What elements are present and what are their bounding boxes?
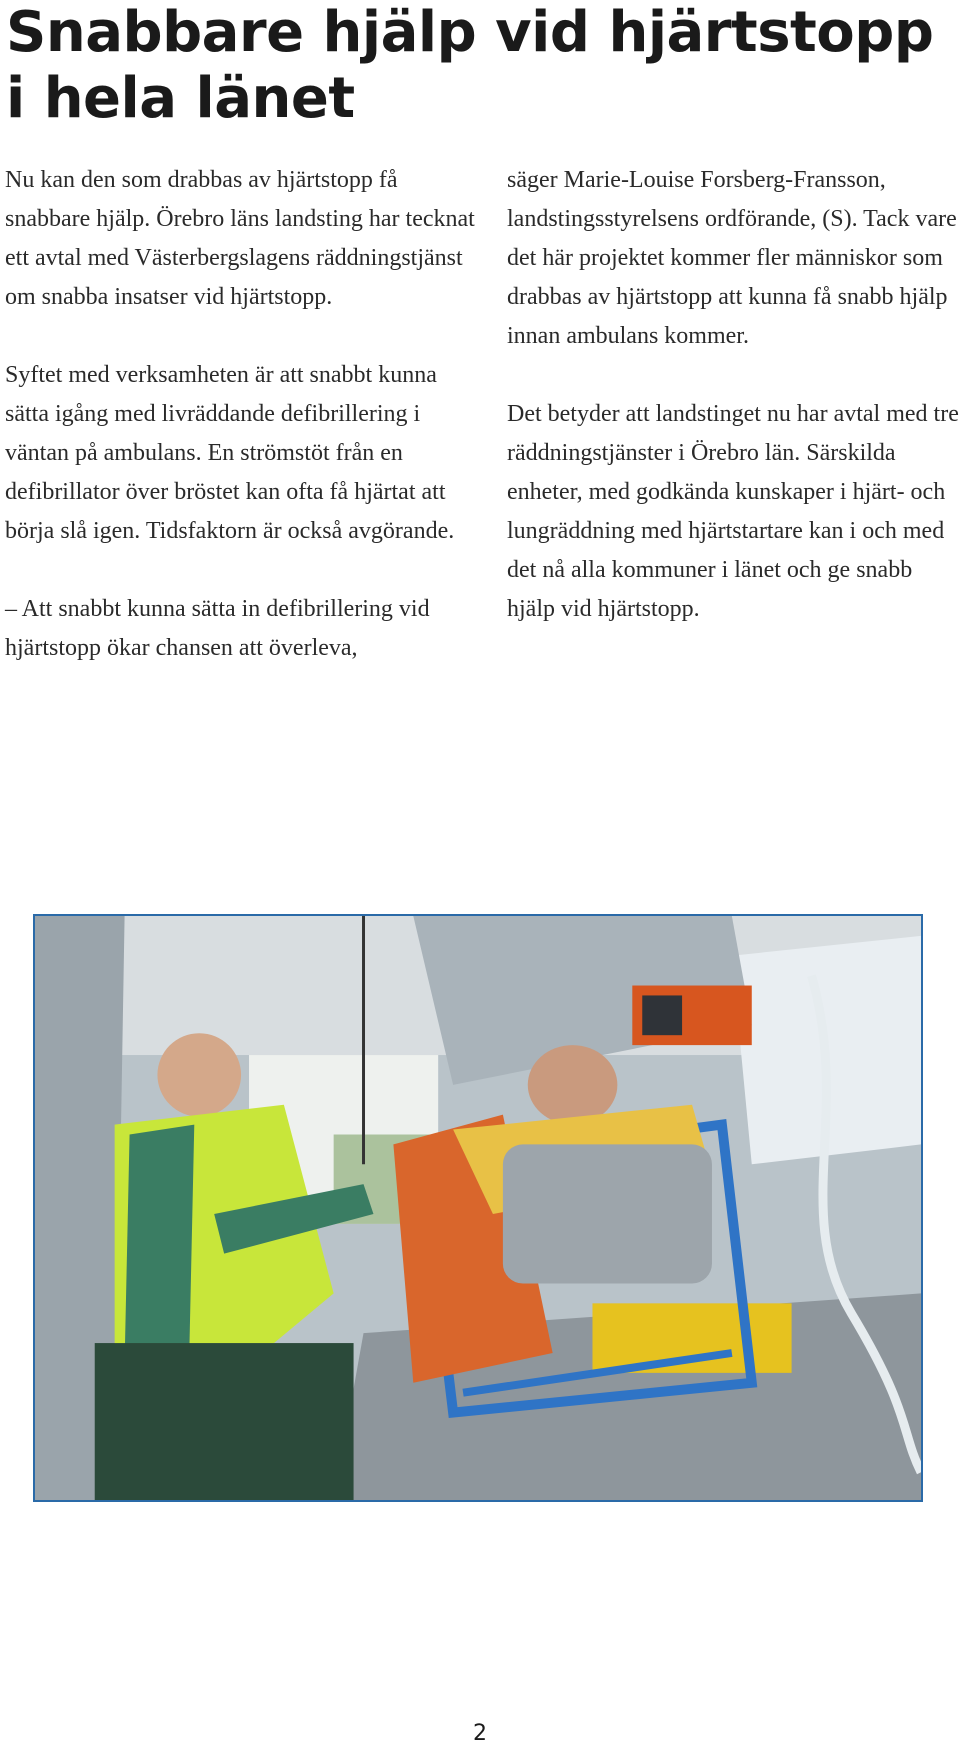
article-paragraph: – Att snabbt kunna sätta in defibrillering vid hjärtstopp ökar chansen att överleva,	[5, 596, 430, 661]
ambulance-photo	[33, 914, 923, 1502]
article-paragraph: Nu kan den som drabbas av hjärtstopp få snabbare hjälp. Örebro läns landsting har tecknat ett avtal med Västerbergslagens räddningstjänst om snabba insatser vid hjärtstopp.	[5, 167, 475, 310]
page-title: Snabbare hjälp vid hjärtstopp i hela länet	[6, 0, 934, 131]
article-paragraph: Det betyder att landstinget nu har avtal med tre räddningstjänster i Örebro län. Särskilda enheter, med godkända kunskaper i hjärt- och lungräddning med hjärtstartare kan i och med det nå alla kommuner i länet och ge snabb hjälp vid hjärtstopp.	[507, 401, 959, 622]
article-paragraph: säger Marie-Louise Forsberg-Fransson, landstingsstyrelsens ordförande, (S). Tack vare det här projektet kommer fler människor som drabbas av hjärtstopp att kunna få snabb hjälp innan ambulans kommer.	[507, 167, 957, 349]
article-column-left	[5, 161, 475, 707]
article-paragraph: Syftet med verksamheten är att snabbt kunna sätta igång med livräddande defibrillering i väntan på ambulans. En strömstöt från en defibrillator över bröstet kan ofta få hjärtat att börja slå igen. Tidsfaktorn är också avgörande.	[5, 362, 455, 544]
ambulance-interior-illustration	[35, 916, 921, 1500]
page-number: 2	[473, 1721, 487, 1746]
article-column-right	[507, 161, 959, 668]
